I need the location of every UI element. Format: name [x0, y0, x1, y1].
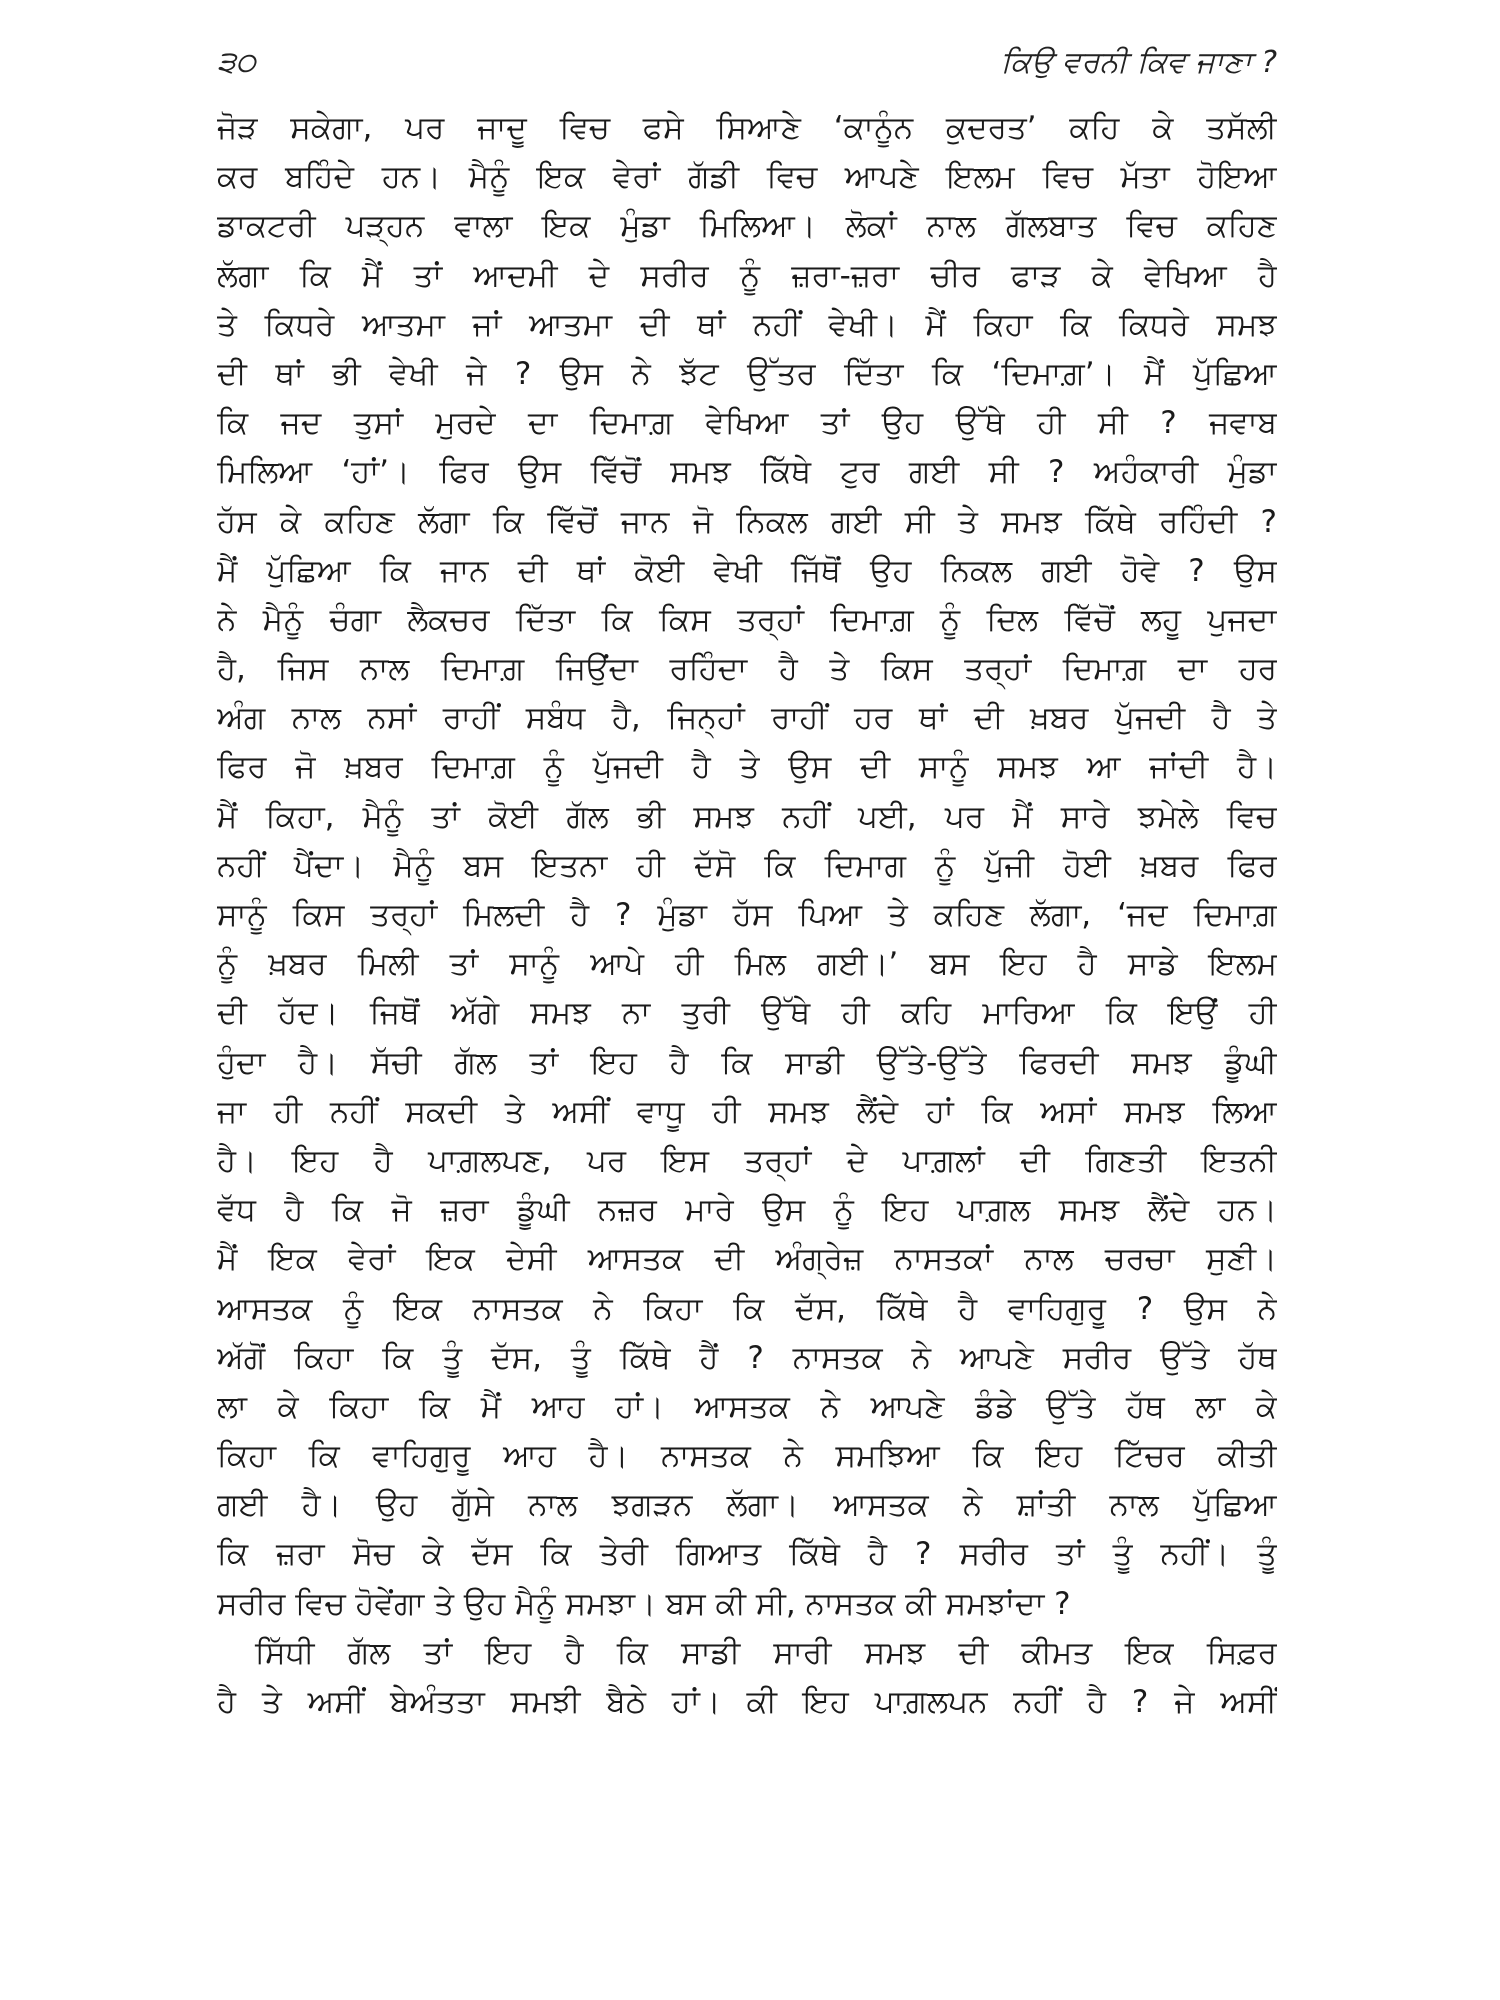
- text-line: ਡਾਕਟਰੀ ਪੜ੍ਹਨ ਵਾਲਾ ਇਕ ਮੁੰਡਾ ਮਿਲਿਆ। ਲੋਕਾਂ ਨਾਲ ਗੱਲਬਾਤ ਵਿਚ ਕਹਿਣ: [217, 208, 1277, 245]
- text-line: ਹੈ ਤੇ ਅਸੀਂ ਬੇਅੰਤਤਾ ਸਮਝੀ ਬੈਠੇ ਹਾਂ। ਕੀ ਇਹ ਪਾਗ਼ਲਪਨ ਨਹੀਂ ਹੈ ? ਜੇ ਅਸੀਂ: [217, 1684, 1277, 1720]
- text-line: ਨਹੀਂ ਪੈਂਦਾ। ਮੈਨੂੰ ਬਸ ਇਤਨਾ ਹੀ ਦੱਸੋ ਕਿ ਦਿਮਾਗ ਨੂੰ ਪੁੱਜੀ ਹੋਈ ਖ਼ਬਰ ਫਿਰ: [217, 847, 1277, 884]
- text-line: ਅੰਗ ਨਾਲ ਨਸਾਂ ਰਾਹੀਂ ਸਬੰਧ ਹੈ, ਜਿਨ੍ਹਾਂ ਰਾਹੀਂ ਹਰ ਥਾਂ ਦੀ ਖ਼ਬਰ ਪੁੱਜਦੀ ਹੈ ਤੇ: [217, 700, 1277, 737]
- text-line: ਆਸਤਕ ਨੂੰ ਇਕ ਨਾਸਤਕ ਨੇ ਕਿਹਾ ਕਿ ਦੱਸ, ਕਿੱਥੇ ਹੈ ਵਾਹਿਗੁਰੂ ? ਉਸ ਨੇ: [217, 1290, 1277, 1327]
- body-text: [217, 104, 1277, 1727]
- text-line: ਸਾਨੂੰ ਕਿਸ ਤਰ੍ਹਾਂ ਮਿਲਦੀ ਹੈ ? ਮੁੰਡਾ ਹੱਸ ਪਿਆ ਤੇ ਕਹਿਣ ਲੱਗਾ, ‘ਜਦ ਦਿਮਾਗ਼: [217, 897, 1277, 933]
- text-line: ਹੈ। ਇਹ ਹੈ ਪਾਗ਼ਲਪਣ, ਪਰ ਇਸ ਤਰ੍ਹਾਂ ਦੇ ਪਾਗ਼ਲਾਂ ਦੀ ਗਿਣਤੀ ਇਤਨੀ: [217, 1142, 1277, 1179]
- text-line: ਵੱਧ ਹੈ ਕਿ ਜੋ ਜ਼ਰਾ ਡੂੰਘੀ ਨਜ਼ਰ ਮਾਰੇ ਉਸ ਨੂੰ ਇਹ ਪਾਗ਼ਲ ਸਮਝ ਲੈਂਦੇ ਹਨ।: [217, 1192, 1277, 1229]
- text-line: ਦੀ ਥਾਂ ਭੀ ਵੇਖੀ ਜੇ ? ਉਸ ਨੇ ਝੱਟ ਉੱਤਰ ਦਿੱਤਾ ਕਿ ‘ਦਿਮਾਗ਼’। ਮੈਂ ਪੁੱਛਿਆ: [217, 355, 1277, 392]
- text-line: ਜੋੜ ਸਕੇਗਾ, ਪਰ ਜਾਦੂ ਵਿਚ ਫਸੇ ਸਿਆਣੇ ‘ਕਾਨੂੰਨ ਕੁਦਰਤ’ ਕਹਿ ਕੇ ਤਸੱਲੀ: [217, 110, 1277, 146]
- text-line: ਤੇ ਕਿਧਰੇ ਆਤਮਾ ਜਾਂ ਆਤਮਾ ਦੀ ਥਾਂ ਨਹੀਂ ਵੇਖੀ। ਮੈਂ ਕਿਹਾ ਕਿ ਕਿਧਰੇ ਸਮਝ: [217, 306, 1277, 343]
- page-number: ੩੦: [217, 45, 256, 80]
- text-line: ਨੇ ਮੈਨੂੰ ਚੰਗਾ ਲੈਕਚਰ ਦਿੱਤਾ ਕਿ ਕਿਸ ਤਰ੍ਹਾਂ ਦਿਮਾਗ਼ ਨੂੰ ਦਿਲ ਵਿੱਚੋਂ ਲਹੂ ਪੁਜਦਾ: [217, 601, 1277, 638]
- text-line: ਕਰ ਬਹਿੰਦੇ ਹਨ। ਮੈਨੂੰ ਇਕ ਵੇਰਾਂ ਗੱਡੀ ਵਿਚ ਆਪਣੇ ਇਲਮ ਵਿਚ ਮੱਤਾ ਹੋਇਆ: [217, 159, 1277, 196]
- text-line: ਜਾ ਹੀ ਨਹੀਂ ਸਕਦੀ ਤੇ ਅਸੀਂ ਵਾਧੂ ਹੀ ਸਮਝ ਲੈਂਦੇ ਹਾਂ ਕਿ ਅਸਾਂ ਸਮਝ ਲਿਆ: [217, 1093, 1277, 1130]
- text-line: ਮੈਂ ਪੁੱਛਿਆ ਕਿ ਜਾਨ ਦੀ ਥਾਂ ਕੋਈ ਵੇਖੀ ਜਿੱਥੋਂ ਉਹ ਨਿਕਲ ਗਈ ਹੋਵੇ ? ਉਸ: [217, 552, 1277, 589]
- text-line: ਅੱਗੋਂ ਕਿਹਾ ਕਿ ਤੂੰ ਦੱਸ, ਤੂੰ ਕਿੱਥੇ ਹੈਂ ? ਨਾਸਤਕ ਨੇ ਆਪਣੇ ਸਰੀਰ ਉੱਤੇ ਹੱਥ: [217, 1339, 1277, 1376]
- running-title: ਕਿਉ ਵਰਨੀ ਕਿਵ ਜਾਣਾ ?: [1000, 45, 1277, 80]
- text-line: ਮੈਂ ਕਿਹਾ, ਮੈਨੂੰ ਤਾਂ ਕੋਈ ਗੱਲ ਭੀ ਸਮਝ ਨਹੀਂ ਪਈ, ਪਰ ਮੈਂ ਸਾਰੇ ਝਮੇਲੇ ਵਿਚ: [217, 798, 1277, 835]
- text-line: ਸਰੀਰ ਵਿਚ ਹੋਵੇਂਗਾ ਤੇ ਉਹ ਮੈਨੂੰ ਸਮਝਾ। ਬਸ ਕੀ ਸੀ, ਨਾਸਤਕ ਕੀ ਸਮਝਾਂਦਾ ?: [217, 1585, 1071, 1622]
- text-line: ਨੂੰ ਖ਼ਬਰ ਮਿਲੀ ਤਾਂ ਸਾਨੂੰ ਆਪੇ ਹੀ ਮਿਲ ਗਈ।’ ਬਸ ਇਹ ਹੈ ਸਾਡੇ ਇਲਮ: [217, 946, 1277, 983]
- text-line: ਲਾ ਕੇ ਕਿਹਾ ਕਿ ਮੈਂ ਆਹ ਹਾਂ। ਆਸਤਕ ਨੇ ਆਪਣੇ ਡੰਡੇ ਉੱਤੇ ਹੱਥ ਲਾ ਕੇ: [217, 1388, 1277, 1425]
- text-line: ਕਿ ਜ਼ਰਾ ਸੋਚ ਕੇ ਦੱਸ ਕਿ ਤੇਰੀ ਗਿਆਤ ਕਿੱਥੇ ਹੈ ? ਸਰੀਰ ਤਾਂ ਤੂੰ ਨਹੀਂ। ਤੂੰ: [217, 1536, 1277, 1573]
- text-line: ਕਿਹਾ ਕਿ ਵਾਹਿਗੁਰੂ ਆਹ ਹੈ। ਨਾਸਤਕ ਨੇ ਸਮਝਿਆ ਕਿ ਇਹ ਟਿੱਚਰ ਕੀਤੀ: [217, 1438, 1277, 1475]
- text-line: ਹੁੰਦਾ ਹੈ। ਸੱਚੀ ਗੱਲ ਤਾਂ ਇਹ ਹੈ ਕਿ ਸਾਡੀ ਉੱਤੇ-ਉੱਤੇ ਫਿਰਦੀ ਸਮਝ ਡੂੰਘੀ: [217, 1044, 1277, 1081]
- text-line: ਲੱਗਾ ਕਿ ਮੈਂ ਤਾਂ ਆਦਮੀ ਦੇ ਸਰੀਰ ਨੂੰ ਜ਼ਰਾ-ਜ਼ਰਾ ਚੀਰ ਫਾੜ ਕੇ ਵੇਖਿਆ ਹੈ: [217, 257, 1277, 294]
- text-line: ਗਈ ਹੈ। ਉਹ ਗੁੱਸੇ ਨਾਲ ਝਗੜਨ ਲੱਗਾ। ਆਸਤਕ ਨੇ ਸ਼ਾਂਤੀ ਨਾਲ ਪੁੱਛਿਆ: [217, 1487, 1277, 1524]
- text-line: ਹੈ, ਜਿਸ ਨਾਲ ਦਿਮਾਗ਼ ਜਿਉਂਦਾ ਰਹਿੰਦਾ ਹੈ ਤੇ ਕਿਸ ਤਰ੍ਹਾਂ ਦਿਮਾਗ਼ ਦਾ ਹਰ: [217, 651, 1277, 688]
- text-line: ਮੈਂ ਇਕ ਵੇਰਾਂ ਇਕ ਦੇਸੀ ਆਸਤਕ ਦੀ ਅੰਗ੍ਰੇਜ਼ ਨਾਸਤਕਾਂ ਨਾਲ ਚਰਚਾ ਸੁਣੀ।: [217, 1241, 1277, 1278]
- paragraph-first-line: ਸਿੱਧੀ ਗੱਲ ਤਾਂ ਇਹ ਹੈ ਕਿ ਸਾਡੀ ਸਾਰੀ ਸਮਝ ਦੀ ਕੀਮਤ ਇਕ ਸਿਫ਼ਰ: [255, 1634, 1277, 1671]
- text-line: ਕਿ ਜਦ ਤੁਸਾਂ ਮੁਰਦੇ ਦਾ ਦਿਮਾਗ਼ ਵੇਖਿਆ ਤਾਂ ਉਹ ਉੱਥੇ ਹੀ ਸੀ ? ਜਵਾਬ: [217, 405, 1277, 442]
- text-line: ਮਿਲਿਆ ‘ਹਾਂ’। ਫਿਰ ਉਸ ਵਿੱਚੋਂ ਸਮਝ ਕਿੱਥੇ ਟੁਰ ਗਈ ਸੀ ? ਅਹੰਕਾਰੀ ਮੁੰਡਾ: [217, 454, 1277, 491]
- text-line: ਦੀ ਹੱਦ। ਜਿਥੋਂ ਅੱਗੇ ਸਮਝ ਨਾ ਤੁਰੀ ਉੱਥੇ ਹੀ ਕਹਿ ਮਾਰਿਆ ਕਿ ਇਉਂ ਹੀ: [217, 995, 1277, 1032]
- running-header: [217, 38, 1277, 88]
- text-line: ਫਿਰ ਜੋ ਖ਼ਬਰ ਦਿਮਾਗ਼ ਨੂੰ ਪੁੱਜਦੀ ਹੈ ਤੇ ਉਸ ਦੀ ਸਾਨੂੰ ਸਮਝ ਆ ਜਾਂਦੀ ਹੈ।: [217, 749, 1277, 786]
- text-line: ਹੱਸ ਕੇ ਕਹਿਣ ਲੱਗਾ ਕਿ ਵਿੱਚੋਂ ਜਾਨ ਜੋ ਨਿਕਲ ਗਈ ਸੀ ਤੇ ਸਮਝ ਕਿੱਥੇ ਰਹਿੰਦੀ ?: [217, 503, 1277, 540]
